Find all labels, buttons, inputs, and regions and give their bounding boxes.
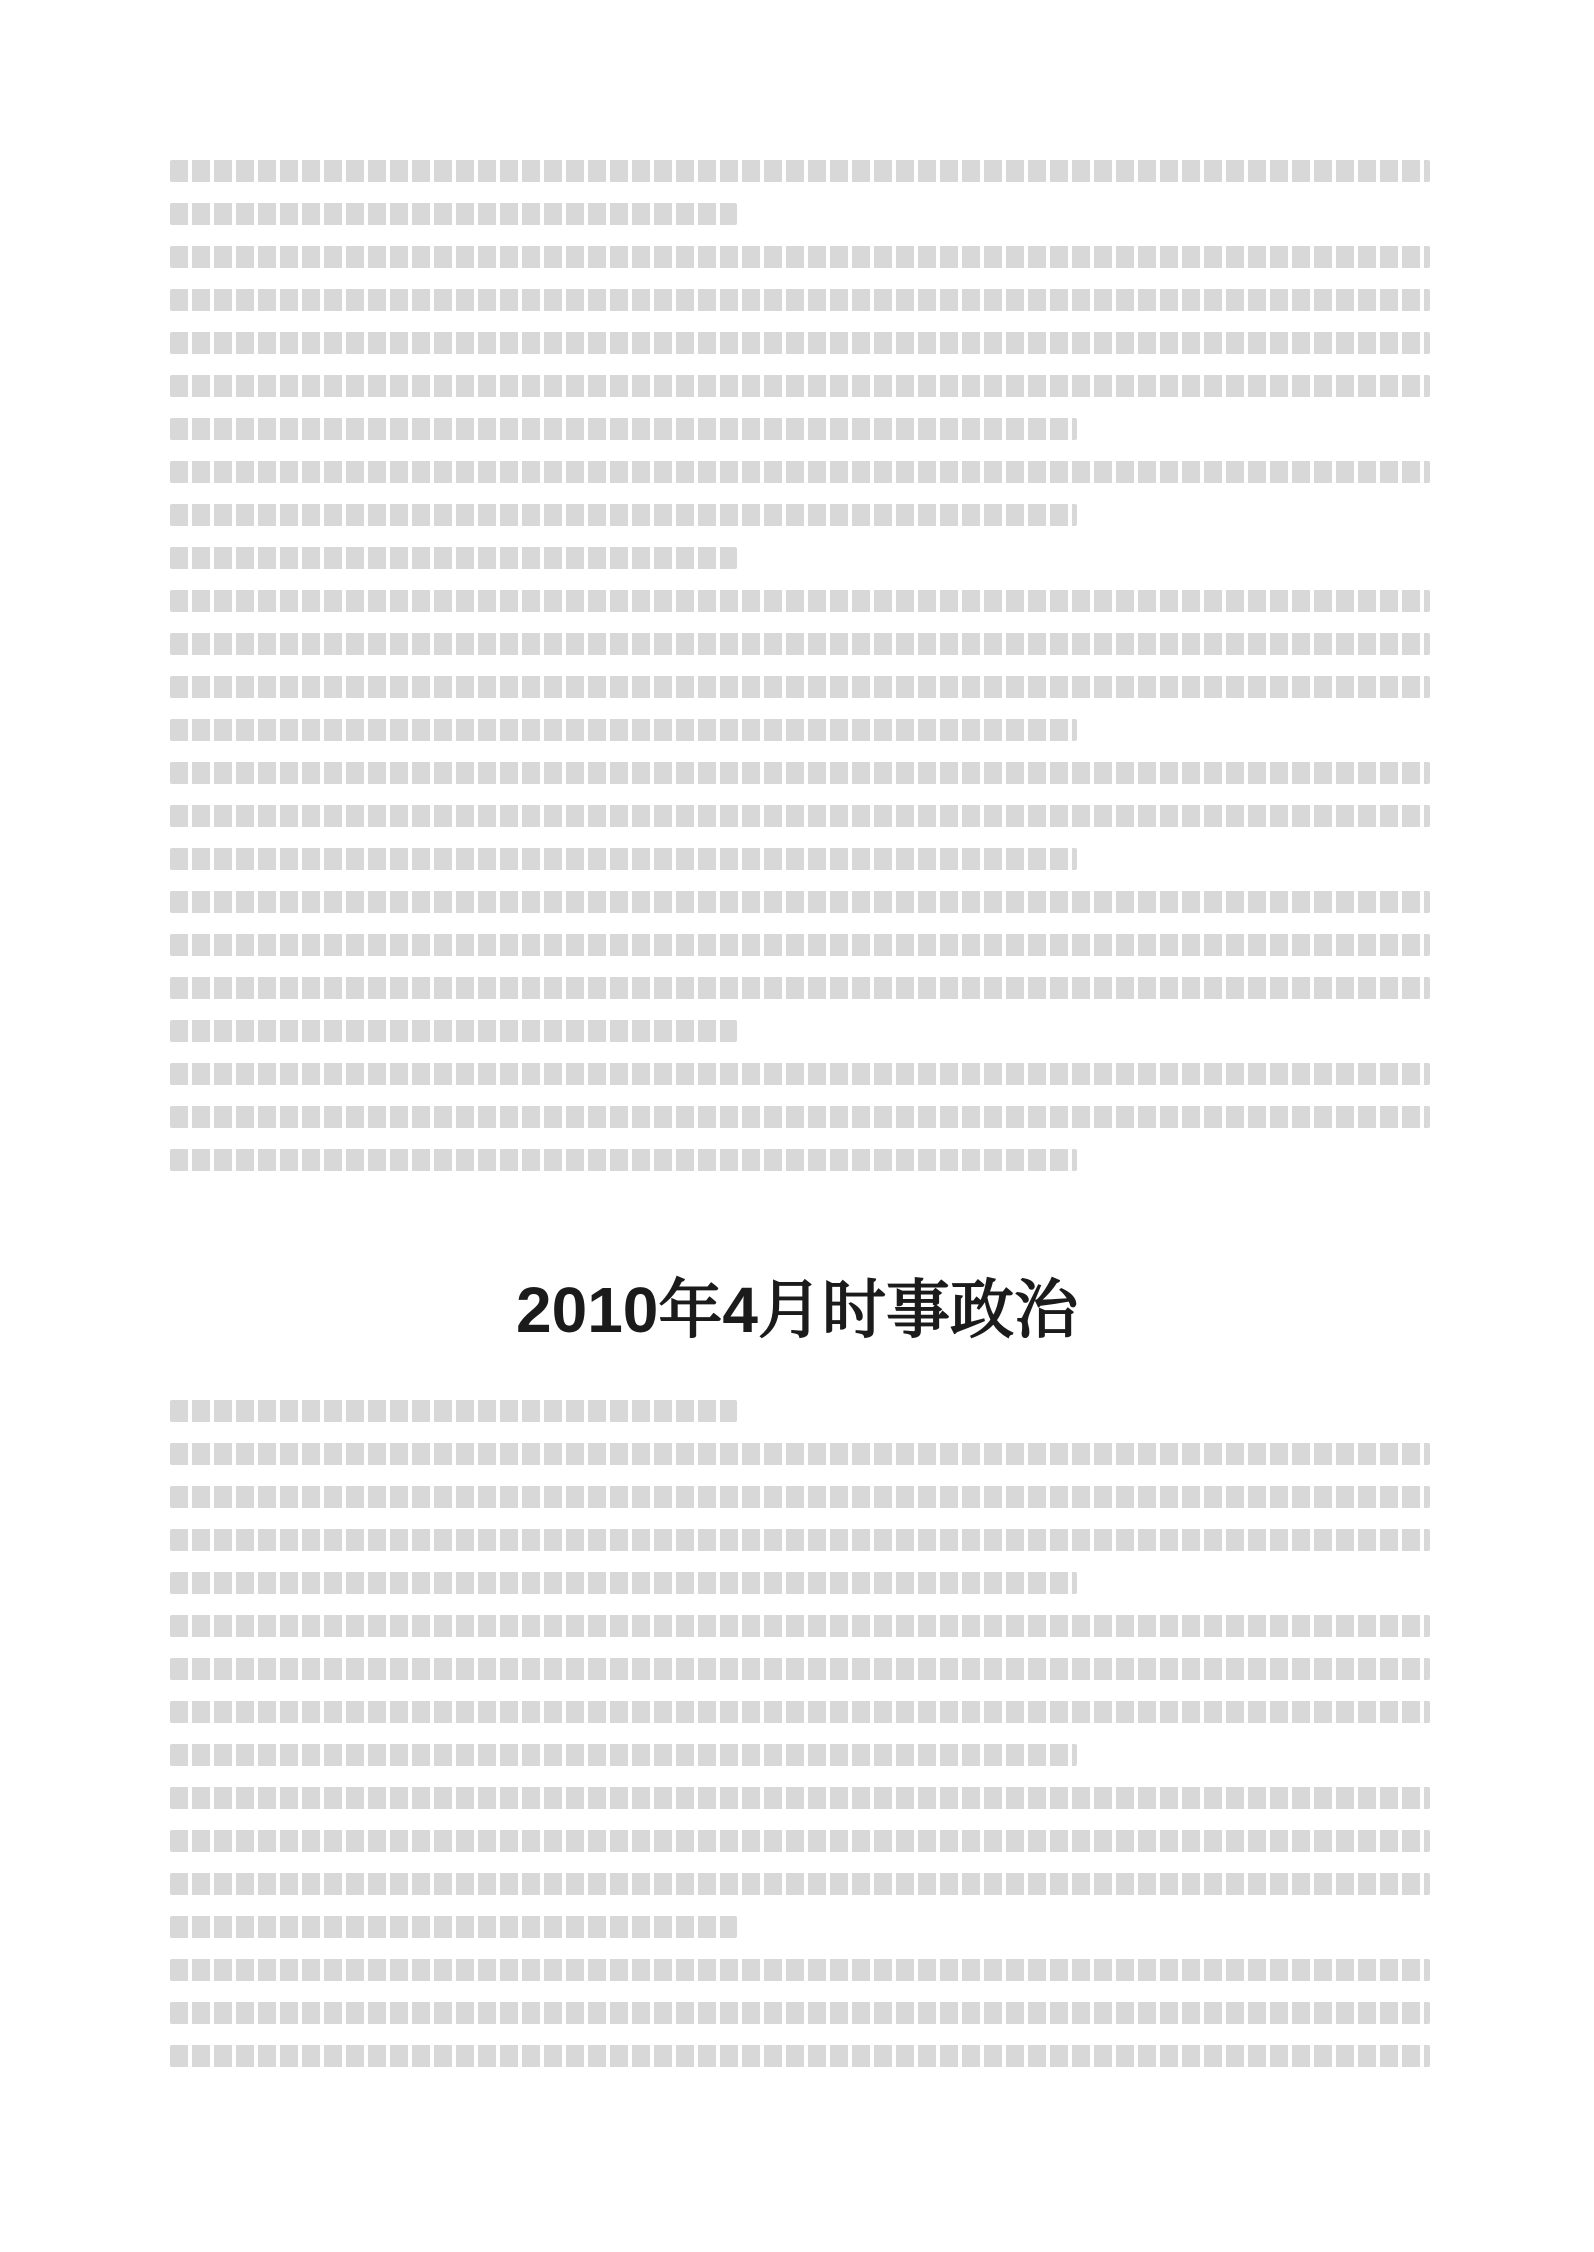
text-line-placeholder [170,418,1077,440]
text-line-placeholder [170,934,1430,956]
text-line-placeholder [170,2045,1430,2067]
text-line-placeholder [170,1400,737,1422]
text-line-placeholder [170,805,1430,827]
text-line-placeholder [170,633,1430,655]
text-line-placeholder [170,891,1430,913]
text-block-top [170,160,1430,1192]
text-line-placeholder [170,1572,1077,1594]
text-line-placeholder [170,762,1430,784]
text-line-placeholder [170,1873,1430,1895]
text-line-placeholder [170,1959,1430,1981]
text-line-placeholder [170,1529,1430,1551]
text-line-placeholder [170,332,1430,354]
text-line-placeholder [170,375,1430,397]
text-line-placeholder [170,160,1430,182]
text-line-placeholder [170,1744,1077,1766]
text-line-placeholder [170,1106,1430,1128]
text-line-placeholder [170,848,1077,870]
text-line-placeholder [170,246,1430,268]
text-line-placeholder [170,1787,1430,1809]
text-line-placeholder [170,1063,1430,1085]
text-line-placeholder [170,2002,1430,2024]
text-line-placeholder [170,1149,1077,1171]
text-line-placeholder [170,977,1430,999]
text-line-placeholder [170,1486,1430,1508]
page-title: 2010年4月时事政治 [516,1274,1078,1346]
text-line-placeholder [170,1443,1430,1465]
text-block-bottom [170,1400,1430,2088]
text-line-placeholder [170,1701,1430,1723]
text-line-placeholder [170,676,1430,698]
text-line-placeholder [170,590,1430,612]
text-line-placeholder [170,504,1077,526]
text-line-placeholder [170,1020,737,1042]
text-line-placeholder [170,1916,737,1938]
text-line-placeholder [170,203,737,225]
text-line-placeholder [170,1830,1430,1852]
text-line-placeholder [170,289,1430,311]
text-line-placeholder [170,547,737,569]
text-line-placeholder [170,719,1077,741]
text-line-placeholder [170,1615,1430,1637]
text-line-placeholder [170,461,1430,483]
text-line-placeholder [170,1658,1430,1680]
